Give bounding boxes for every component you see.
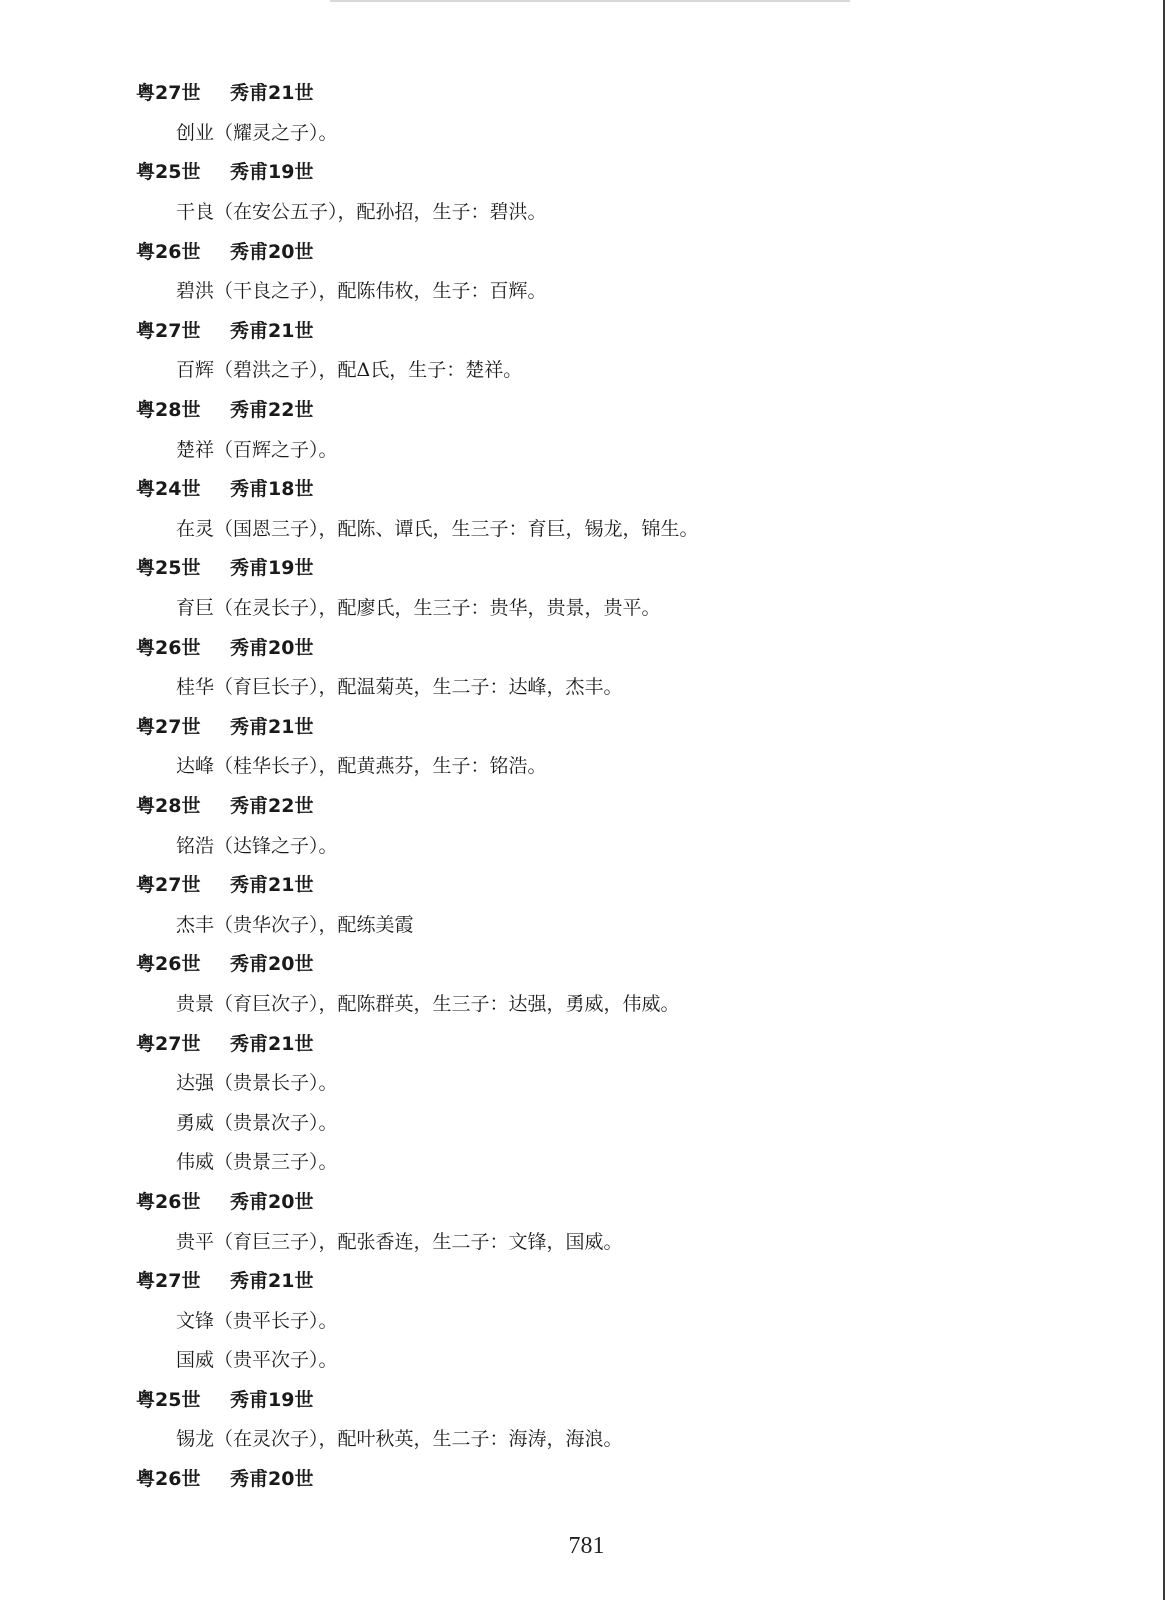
generation-heading — [0, 706, 1173, 746]
person-entry — [0, 745, 1173, 785]
generation-heading — [0, 864, 1173, 904]
generation-heading — [0, 1379, 1173, 1419]
generation-heading — [0, 230, 1173, 270]
person-details: （百辉之子）。 — [214, 438, 338, 461]
person-name: 桂华 — [176, 676, 215, 699]
person-name: 贵景 — [176, 992, 215, 1015]
genealogy-text — [0, 72, 1173, 1497]
person-details: （达锋之子）。 — [214, 834, 338, 857]
person-details: （贵景长子）。 — [214, 1072, 338, 1095]
person-name: 在灵 — [176, 517, 215, 540]
generation-yue: 粤26世 — [136, 636, 201, 659]
generation-xiufu: 秀甫21世 — [230, 874, 314, 897]
person-entry — [0, 1339, 1173, 1379]
generation-yue: 粤28世 — [136, 399, 201, 422]
generation-xiufu: 秀甫19世 — [230, 1388, 314, 1411]
generation-yue: 粤27世 — [136, 319, 201, 342]
generation-yue: 粤27世 — [136, 82, 201, 105]
page-number: 781 — [568, 1533, 605, 1559]
generation-heading — [0, 151, 1173, 191]
generation-xiufu: 秀甫20世 — [230, 636, 314, 659]
person-details: （贵景次子）。 — [214, 1111, 338, 1134]
person-entry — [0, 1062, 1173, 1102]
generation-heading — [0, 389, 1173, 429]
person-entry — [0, 666, 1173, 706]
generation-xiufu: 秀甫21世 — [230, 1270, 314, 1293]
person-details: （在灵次子），配叶秋英，生二子：海涛，海浪。 — [214, 1428, 623, 1451]
generation-xiufu: 秀甫20世 — [230, 953, 314, 976]
generation-yue: 粤27世 — [136, 1032, 201, 1055]
generation-yue: 粤25世 — [136, 161, 201, 184]
person-name: 勇威 — [176, 1111, 215, 1134]
person-details: （育巨次子），配陈群英，生三子：达强，勇威，伟威。 — [214, 992, 680, 1015]
generation-heading — [0, 547, 1173, 587]
generation-xiufu: 秀甫22世 — [230, 794, 314, 817]
person-name: 育巨 — [176, 597, 215, 620]
person-entry — [0, 903, 1173, 943]
person-name: 达强 — [176, 1072, 215, 1095]
person-details: （在灵长子），配廖氏，生三子：贵华，贵景，贵平。 — [214, 597, 661, 620]
generation-xiufu: 秀甫21世 — [230, 1032, 314, 1055]
generation-yue: 粤26世 — [136, 953, 201, 976]
top-edge-line — [330, 0, 850, 2]
person-entry — [0, 1418, 1173, 1458]
person-name: 锡龙 — [176, 1428, 215, 1451]
person-entry — [0, 428, 1173, 468]
generation-heading — [0, 1260, 1173, 1300]
person-entry — [0, 824, 1173, 864]
generation-yue: 粤27世 — [136, 715, 201, 738]
generation-xiufu: 秀甫18世 — [230, 478, 314, 501]
generation-yue: 粤27世 — [136, 1270, 201, 1293]
generation-yue: 粤26世 — [136, 1468, 201, 1491]
generation-heading — [0, 1458, 1173, 1498]
generation-yue: 粤26世 — [136, 240, 201, 263]
generation-heading — [0, 626, 1173, 666]
person-details: （育巨长子），配温菊英，生二子：达峰，杰丰。 — [214, 676, 623, 699]
person-name: 贵平 — [176, 1230, 215, 1253]
person-details: （贵平次子）。 — [214, 1349, 338, 1372]
generation-xiufu: 秀甫21世 — [230, 319, 314, 342]
person-details: （贵华次子），配练美霞 — [214, 913, 414, 936]
person-name: 百辉 — [176, 359, 215, 382]
person-name: 伟威 — [176, 1151, 215, 1174]
person-name: 国威 — [176, 1349, 215, 1372]
generation-heading — [0, 1022, 1173, 1062]
generation-xiufu: 秀甫20世 — [230, 1468, 314, 1491]
person-entry — [0, 1101, 1173, 1141]
person-entry — [0, 1299, 1173, 1339]
generation-heading — [0, 1181, 1173, 1221]
person-entry — [0, 983, 1173, 1023]
person-entry — [0, 191, 1173, 231]
person-entry — [0, 270, 1173, 310]
person-details: （国恩三子），配陈、谭氏，生三子：育巨，锡龙，锦生。 — [214, 517, 699, 540]
person-entry — [0, 112, 1173, 152]
generation-xiufu: 秀甫19世 — [230, 161, 314, 184]
generation-xiufu: 秀甫21世 — [230, 715, 314, 738]
generation-yue: 粤25世 — [136, 1388, 201, 1411]
person-name: 铭浩 — [176, 834, 215, 857]
person-name: 达峰 — [176, 755, 215, 778]
person-details: （桂华长子），配黄燕芬，生子：铭浩。 — [214, 755, 547, 778]
generation-yue: 粤26世 — [136, 1190, 201, 1213]
generation-heading — [0, 785, 1173, 825]
person-details: （贵平长子）。 — [214, 1309, 338, 1332]
person-name: 杰丰 — [176, 913, 215, 936]
person-entry — [0, 587, 1173, 627]
person-details: （碧洪之子），配Δ氏，生子：楚祥。 — [214, 359, 523, 382]
generation-xiufu: 秀甫21世 — [230, 82, 314, 105]
generation-heading — [0, 310, 1173, 350]
generation-yue: 粤25世 — [136, 557, 201, 580]
person-details: （耀灵之子）。 — [214, 121, 338, 144]
person-details: （育巨三子），配张香连，生二子：文锋，国威。 — [214, 1230, 623, 1253]
generation-xiufu: 秀甫20世 — [230, 240, 314, 263]
generation-heading — [0, 943, 1173, 983]
generation-xiufu: 秀甫22世 — [230, 399, 314, 422]
generation-heading — [0, 468, 1173, 508]
person-entry — [0, 508, 1173, 548]
person-entry — [0, 1220, 1173, 1260]
generation-yue: 粤24世 — [136, 478, 201, 501]
generation-xiufu: 秀甫20世 — [230, 1190, 314, 1213]
generation-xiufu: 秀甫19世 — [230, 557, 314, 580]
person-details: （贵景三子）。 — [214, 1151, 338, 1174]
person-name: 楚祥 — [176, 438, 215, 461]
person-name: 干良 — [176, 201, 215, 224]
generation-heading — [0, 72, 1173, 112]
person-details: （在安公五子），配孙招，生子：碧洪。 — [214, 201, 547, 224]
person-details: （干良之子），配陈伟枚，生子：百辉。 — [214, 280, 547, 303]
person-name: 创业 — [176, 121, 215, 144]
person-entry — [0, 1141, 1173, 1181]
generation-yue: 粤28世 — [136, 794, 201, 817]
person-name: 碧洪 — [176, 280, 215, 303]
person-name: 文锋 — [176, 1309, 215, 1332]
generation-yue: 粤27世 — [136, 874, 201, 897]
person-entry — [0, 349, 1173, 389]
